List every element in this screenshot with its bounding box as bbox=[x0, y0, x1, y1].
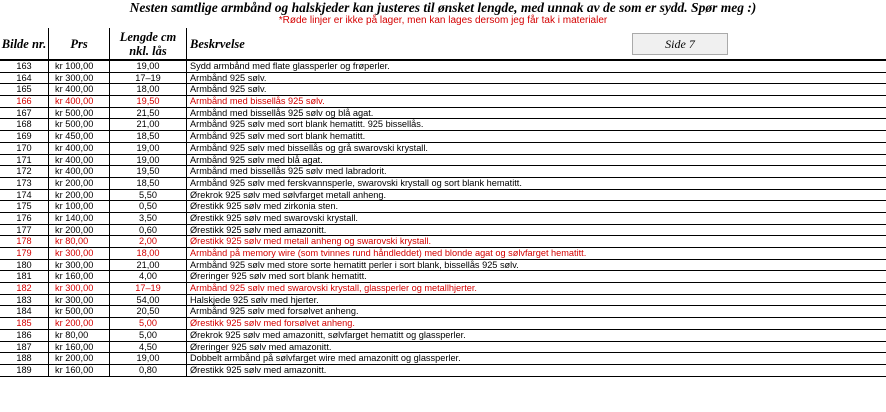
cell-id: 179 bbox=[0, 248, 49, 259]
cell-id: 185 bbox=[0, 318, 49, 329]
cell-price: kr 300,00 bbox=[49, 73, 110, 84]
table-row bbox=[0, 295, 886, 307]
cell-id: 167 bbox=[0, 108, 49, 119]
cell-description: Armbånd 925 sølv med sort blank hematitt. bbox=[190, 131, 366, 142]
cell-description: Armbånd på memory wire (som tvinnes rund håndleddet) med blonde agat og sølvfarget hematitt. bbox=[190, 248, 587, 258]
cell-price: kr 300,00 bbox=[49, 283, 110, 294]
cell-length: 5,00 bbox=[110, 318, 187, 329]
cell-price: kr 500,00 bbox=[49, 119, 110, 130]
cell-price: kr 500,00 bbox=[49, 306, 110, 317]
cell-id: 176 bbox=[0, 213, 49, 224]
cell-length: 18,00 bbox=[110, 248, 187, 259]
cell-price: kr 200,00 bbox=[49, 353, 110, 364]
page-title: Nesten samtlige armbånd og halskjeder kan justeres til ønsket lengde, med unnak av de som er sydd. Spør meg :) bbox=[129, 0, 757, 15]
cell-description: Øreringer 925 sølv med amazonitt. bbox=[190, 341, 332, 352]
cell-description: Dobbelt armbånd på sølvfarget wire med amazonitt og glassperler. bbox=[190, 353, 461, 364]
table-row bbox=[0, 260, 886, 272]
cell-description: Halskjede 925 sølv med hjerter. bbox=[190, 294, 319, 305]
cell-price: kr 140,00 bbox=[49, 213, 110, 224]
cell-length: 19,50 bbox=[110, 166, 187, 177]
cell-length: 19,00 bbox=[110, 155, 187, 166]
table-row bbox=[0, 131, 886, 143]
table-row bbox=[0, 96, 886, 108]
cell-id: 171 bbox=[0, 155, 49, 166]
header-price: Prs bbox=[49, 28, 110, 61]
cell-description: Ørestikk 925 sølv med metall anheng og swarovski krystall. bbox=[190, 236, 432, 247]
page-label-button[interactable]: Side 7 bbox=[632, 33, 728, 55]
cell-description: Ørestikk 925 sølv med zirkonia sten. bbox=[190, 201, 339, 212]
cell-price: kr 400,00 bbox=[49, 155, 110, 166]
cell-length: 18,50 bbox=[110, 131, 187, 142]
header-description: Beskrvelse bbox=[187, 28, 886, 61]
cell-length: 18,00 bbox=[110, 84, 187, 95]
cell-description: Armbånd 925 sølv med swarovski krystall, glassperler og metallhjerter. bbox=[190, 283, 477, 294]
cell-description: Armbånd 925 sølv med bissellås og grå swarovski krystall. bbox=[190, 142, 428, 153]
cell-price: kr 500,00 bbox=[49, 108, 110, 119]
table-row bbox=[0, 213, 886, 225]
cell-price: kr 400,00 bbox=[49, 96, 110, 107]
cell-price: kr 100,00 bbox=[49, 201, 110, 212]
cell-id: 180 bbox=[0, 260, 49, 271]
table-row bbox=[0, 155, 886, 167]
cell-description: Ørestikk 925 sølv med amazonitt. bbox=[190, 364, 327, 375]
cell-price: kr 400,00 bbox=[49, 84, 110, 95]
cell-length: 0,60 bbox=[110, 225, 187, 236]
cell-description: Ørekrok 925 sølv med sølvfarget metall anheng. bbox=[190, 189, 387, 200]
cell-description: Armbånd 925 sølv med store sorte hematitt perler i sort blank, bissellås 925 sølv. bbox=[190, 259, 519, 270]
cell-description: Armbånd 925 sølv med blå agat. bbox=[190, 154, 323, 165]
cell-price: kr 80,00 bbox=[49, 330, 110, 341]
table-row bbox=[0, 143, 886, 155]
product-table bbox=[0, 61, 886, 377]
cell-price: kr 400,00 bbox=[49, 143, 110, 154]
cell-description: Øreringer 925 sølv med sort blank hematitt. bbox=[190, 271, 367, 282]
cell-description: Armbånd med bissellås 925 sølv og blå agat. bbox=[190, 107, 374, 118]
cell-description: Armbånd 925 sølv med ferskvannsperle, swarovski krystall og sort blank hematitt. bbox=[190, 177, 522, 188]
cell-length: 17–19 bbox=[110, 73, 187, 84]
header-length: Lengde cm nkl. lås bbox=[110, 28, 187, 61]
header-id: Bilde nr. bbox=[0, 28, 49, 61]
cell-length: 19,00 bbox=[110, 353, 187, 364]
cell-length: 18,50 bbox=[110, 178, 187, 189]
table-row bbox=[0, 225, 886, 237]
cell-price: kr 100,00 bbox=[49, 61, 110, 72]
cell-id: 186 bbox=[0, 330, 49, 341]
cell-description: Ørekrok 925 sølv med amazonitt, sølvfarget hematitt og glassperler. bbox=[190, 329, 466, 340]
cell-length: 5,50 bbox=[110, 190, 187, 201]
cell-description: Ørestikk 925 sølv med swarovski krystall. bbox=[190, 212, 358, 223]
cell-price: kr 400,00 bbox=[49, 166, 110, 177]
table-row bbox=[0, 84, 886, 96]
cell-id: 165 bbox=[0, 84, 49, 95]
table-row bbox=[0, 201, 886, 213]
cell-price: kr 200,00 bbox=[49, 318, 110, 329]
table-row bbox=[0, 236, 886, 248]
cell-description: Armbånd 925 sølv med forsølvet anheng. bbox=[190, 306, 359, 317]
cell-length: 4,00 bbox=[110, 271, 187, 282]
cell-id: 182 bbox=[0, 283, 49, 294]
cell-length: 0,80 bbox=[110, 365, 187, 376]
table-row bbox=[0, 119, 886, 131]
cell-id: 175 bbox=[0, 201, 49, 212]
cell-price: kr 160,00 bbox=[49, 271, 110, 282]
table-row bbox=[0, 248, 886, 260]
table-row bbox=[0, 318, 886, 330]
table-row bbox=[0, 190, 886, 202]
cell-length: 17–19 bbox=[110, 283, 187, 294]
cell-length: 20,50 bbox=[110, 306, 187, 317]
cell-description: Sydd armbånd med flate glassperler og frøperler. bbox=[190, 61, 390, 71]
cell-price: kr 80,00 bbox=[49, 236, 110, 247]
table-row bbox=[0, 166, 886, 178]
cell-description: Armbånd 925 sølv med sort blank hematitt. 925 bissellås. bbox=[190, 119, 424, 130]
cell-id: 174 bbox=[0, 190, 49, 201]
cell-length: 19,50 bbox=[110, 96, 187, 107]
table-row bbox=[0, 178, 886, 190]
cell-id: 187 bbox=[0, 342, 49, 353]
cell-price: kr 200,00 bbox=[49, 225, 110, 236]
stock-note: *Røde linjer er ikke på lager, men kan lages dersom jeg får tak i materialer bbox=[278, 15, 608, 26]
cell-id: 184 bbox=[0, 306, 49, 317]
cell-description: Ørestikk 925 sølv med amazonitt. bbox=[190, 224, 327, 235]
cell-id: 178 bbox=[0, 236, 49, 247]
cell-id: 172 bbox=[0, 166, 49, 177]
cell-length: 19,00 bbox=[110, 143, 187, 154]
cell-length: 5,00 bbox=[110, 330, 187, 341]
cell-price: kr 300,00 bbox=[49, 295, 110, 306]
cell-length: 19,00 bbox=[110, 61, 187, 72]
table-row bbox=[0, 271, 886, 283]
cell-length: 21,00 bbox=[110, 119, 187, 130]
cell-id: 183 bbox=[0, 295, 49, 306]
cell-id: 169 bbox=[0, 131, 49, 142]
table-row bbox=[0, 73, 886, 85]
cell-id: 170 bbox=[0, 143, 49, 154]
table-row bbox=[0, 365, 886, 377]
table-row bbox=[0, 306, 886, 318]
table-row bbox=[0, 353, 886, 365]
cell-id: 166 bbox=[0, 96, 49, 107]
cell-description: Armbånd 925 sølv. bbox=[190, 84, 267, 95]
cell-price: kr 160,00 bbox=[49, 342, 110, 353]
cell-description: Armbånd med bissellås 925 sølv med labradorit. bbox=[190, 166, 387, 177]
cell-description: Armbånd 925 sølv. bbox=[190, 72, 267, 83]
cell-id: 168 bbox=[0, 119, 49, 130]
cell-price: kr 160,00 bbox=[49, 365, 110, 376]
cell-price: kr 300,00 bbox=[49, 260, 110, 271]
cell-length: 4,50 bbox=[110, 342, 187, 353]
cell-id: 181 bbox=[0, 271, 49, 282]
cell-id: 163 bbox=[0, 61, 49, 72]
table-row bbox=[0, 342, 886, 354]
cell-price: kr 200,00 bbox=[49, 178, 110, 189]
cell-length: 0,50 bbox=[110, 201, 187, 212]
cell-id: 173 bbox=[0, 178, 49, 189]
cell-length: 21,00 bbox=[110, 260, 187, 271]
cell-length: 2,00 bbox=[110, 236, 187, 247]
table-row bbox=[0, 61, 886, 73]
cell-id: 164 bbox=[0, 73, 49, 84]
cell-length: 54,00 bbox=[110, 295, 187, 306]
cell-id: 188 bbox=[0, 353, 49, 364]
cell-price: kr 300,00 bbox=[49, 248, 110, 259]
cell-length: 3,50 bbox=[110, 213, 187, 224]
cell-price: kr 450,00 bbox=[49, 131, 110, 142]
cell-length: 21,50 bbox=[110, 108, 187, 119]
cell-id: 189 bbox=[0, 365, 49, 376]
table-row bbox=[0, 108, 886, 120]
table-row bbox=[0, 330, 886, 342]
cell-price: kr 200,00 bbox=[49, 190, 110, 201]
cell-id: 177 bbox=[0, 225, 49, 236]
table-row bbox=[0, 283, 886, 295]
cell-description: Armbånd med bissellås 925 sølv. bbox=[190, 96, 325, 107]
cell-description: Ørestikk 925 sølv med forsølvet anheng. bbox=[190, 318, 355, 329]
